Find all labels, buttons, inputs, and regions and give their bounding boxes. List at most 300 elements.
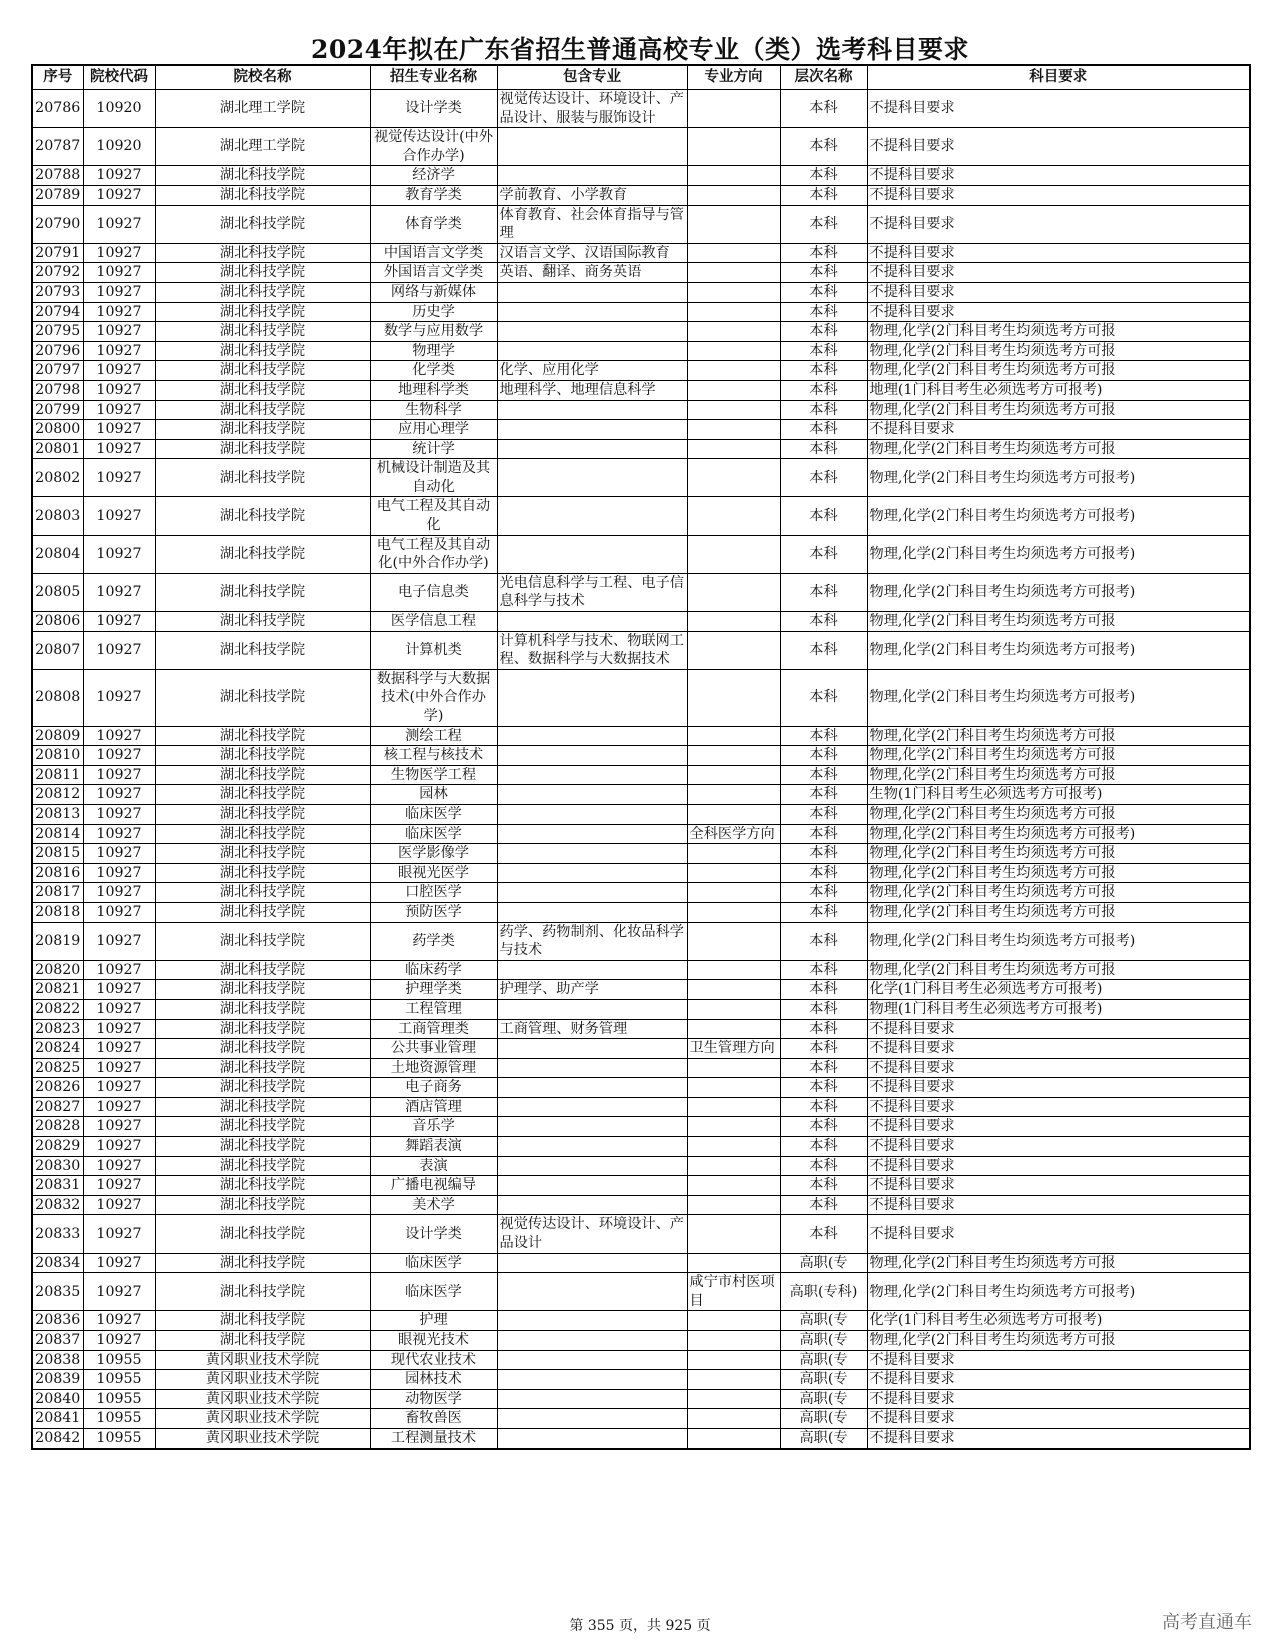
table-row	[32, 573, 1250, 611]
cell-seq: 20795	[32, 322, 83, 342]
cell-direction	[687, 166, 780, 186]
cell-seq: 20835	[32, 1273, 83, 1311]
cell-level: 本科	[780, 128, 867, 166]
table-row	[32, 185, 1250, 205]
cell-seq: 20811	[32, 765, 83, 785]
cell-school-code: 10920	[83, 128, 155, 166]
cell-major-name: 生物医学工程	[370, 765, 497, 785]
cell-school-code: 10920	[83, 90, 155, 128]
cell-seq: 20790	[32, 205, 83, 243]
cell-school-name: 湖北科技学院	[155, 263, 370, 283]
cell-level: 高职(专	[780, 1389, 867, 1409]
cell-school-name: 湖北科技学院	[155, 999, 370, 1019]
cell-school-code: 10927	[83, 765, 155, 785]
cell-level: 本科	[780, 1215, 867, 1253]
cell-school-name: 湖北科技学院	[155, 746, 370, 766]
cell-level: 本科	[780, 400, 867, 420]
cell-school-code: 10927	[83, 497, 155, 535]
cell-seq: 20827	[32, 1097, 83, 1117]
cell-direction	[687, 1019, 780, 1039]
cell-included-majors	[497, 1078, 687, 1098]
table-row	[32, 1370, 1250, 1390]
cell-school-name: 湖北科技学院	[155, 669, 370, 726]
cell-school-code: 10927	[83, 439, 155, 459]
cell-school-name: 黄冈职业技术学院	[155, 1428, 370, 1448]
cell-level: 高职(专	[780, 1253, 867, 1273]
cell-direction	[687, 497, 780, 535]
cell-direction	[687, 282, 780, 302]
cell-school-name: 湖北理工学院	[155, 128, 370, 166]
cell-subject-req: 不提科目要求	[867, 185, 1250, 205]
brand-watermark: 高考直通车	[1162, 1612, 1252, 1632]
cell-major-name: 视觉传达设计(中外合作办学)	[370, 128, 497, 166]
cell-subject-req: 物理,化学(2门科目考生均须选考方可报考)	[867, 669, 1250, 726]
cell-direction	[687, 1156, 780, 1176]
cell-subject-req: 不提科目要求	[867, 1058, 1250, 1078]
cell-direction	[687, 844, 780, 864]
cell-subject-req: 不提科目要求	[867, 1370, 1250, 1390]
cell-major-name: 音乐学	[370, 1117, 497, 1137]
cell-school-name: 湖北科技学院	[155, 1195, 370, 1215]
table-row	[32, 1428, 1250, 1448]
cell-subject-req: 不提科目要求	[867, 1215, 1250, 1253]
cell-school-code: 10927	[83, 341, 155, 361]
table-row	[32, 1389, 1250, 1409]
cell-level: 本科	[780, 631, 867, 669]
cell-level: 本科	[780, 322, 867, 342]
cell-included-majors	[497, 497, 687, 535]
cell-school-code: 10927	[83, 322, 155, 342]
table-row	[32, 765, 1250, 785]
cell-school-name: 湖北科技学院	[155, 243, 370, 263]
cell-subject-req: 物理,化学(2门科目考生均须选考方可报	[867, 883, 1250, 903]
cell-school-name: 湖北科技学院	[155, 420, 370, 440]
cell-school-code: 10927	[83, 185, 155, 205]
cell-included-majors: 英语、翻译、商务英语	[497, 263, 687, 283]
cell-seq: 20796	[32, 341, 83, 361]
cell-subject-req: 物理,化学(2门科目考生均须选考方可报	[867, 863, 1250, 883]
cell-level: 高职(专	[780, 1311, 867, 1331]
cell-included-majors	[497, 1253, 687, 1273]
cell-school-name: 湖北科技学院	[155, 166, 370, 186]
cell-major-name: 广播电视编导	[370, 1176, 497, 1196]
cell-major-name: 应用心理学	[370, 420, 497, 440]
cell-school-name: 湖北科技学院	[155, 535, 370, 573]
cell-school-code: 10927	[83, 459, 155, 497]
cell-included-majors	[497, 1311, 687, 1331]
cell-direction	[687, 669, 780, 726]
cell-school-code: 10955	[83, 1389, 155, 1409]
cell-included-majors	[497, 746, 687, 766]
table-row	[32, 1039, 1250, 1059]
cell-subject-req: 不提科目要求	[867, 1019, 1250, 1039]
cell-subject-req: 不提科目要求	[867, 1195, 1250, 1215]
table-row	[32, 612, 1250, 632]
cell-included-majors	[497, 844, 687, 864]
cell-school-name: 湖北科技学院	[155, 804, 370, 824]
table-row	[32, 1078, 1250, 1098]
cell-school-code: 10927	[83, 844, 155, 864]
cell-school-name: 湖北科技学院	[155, 1078, 370, 1098]
cell-direction	[687, 612, 780, 632]
cell-school-name: 湖北科技学院	[155, 922, 370, 960]
cell-seq: 20842	[32, 1428, 83, 1448]
cell-school-name: 湖北科技学院	[155, 1019, 370, 1039]
cell-school-name: 湖北科技学院	[155, 497, 370, 535]
cell-included-majors	[497, 1039, 687, 1059]
cell-included-majors: 视觉传达设计、环境设计、产品设计、服装与服饰设计	[497, 90, 687, 128]
cell-level: 本科	[780, 960, 867, 980]
cell-direction	[687, 420, 780, 440]
cell-school-code: 10927	[83, 1331, 155, 1351]
table-row	[32, 90, 1250, 128]
table-row	[32, 1176, 1250, 1196]
cell-major-name: 工程测量技术	[370, 1428, 497, 1448]
cell-school-code: 10927	[83, 1039, 155, 1059]
cell-subject-req: 不提科目要求	[867, 302, 1250, 322]
cell-level: 本科	[780, 1176, 867, 1196]
table-row	[32, 535, 1250, 573]
cell-seq: 20797	[32, 361, 83, 381]
cell-school-name: 黄冈职业技术学院	[155, 1409, 370, 1429]
cell-school-name: 湖北科技学院	[155, 612, 370, 632]
cell-school-code: 10927	[83, 1137, 155, 1157]
cell-level: 本科	[780, 573, 867, 611]
col-header-school-name: 院校名称	[155, 65, 370, 90]
cell-level: 本科	[780, 999, 867, 1019]
cell-level: 本科	[780, 1058, 867, 1078]
cell-level: 本科	[780, 282, 867, 302]
cell-included-majors	[497, 804, 687, 824]
cell-level: 本科	[780, 1117, 867, 1137]
cell-level: 本科	[780, 1137, 867, 1157]
cell-subject-req: 不提科目要求	[867, 1039, 1250, 1059]
cell-school-name: 湖北科技学院	[155, 380, 370, 400]
cell-seq: 20825	[32, 1058, 83, 1078]
cell-seq: 20834	[32, 1253, 83, 1273]
cell-school-code: 10927	[83, 535, 155, 573]
cell-seq: 20824	[32, 1039, 83, 1059]
cell-direction	[687, 185, 780, 205]
cell-direction	[687, 263, 780, 283]
cell-subject-req: 物理,化学(2门科目考生均须选考方可报考)	[867, 824, 1250, 844]
table-row	[32, 302, 1250, 322]
cell-direction	[687, 1058, 780, 1078]
table-row	[32, 166, 1250, 186]
cell-direction	[687, 243, 780, 263]
cell-seq: 20828	[32, 1117, 83, 1137]
cell-school-name: 湖北科技学院	[155, 205, 370, 243]
cell-seq: 20813	[32, 804, 83, 824]
cell-seq: 20832	[32, 1195, 83, 1215]
cell-school-name: 湖北科技学院	[155, 341, 370, 361]
cell-subject-req: 物理,化学(2门科目考生均须选考方可报	[867, 400, 1250, 420]
cell-level: 本科	[780, 361, 867, 381]
cell-level: 本科	[780, 263, 867, 283]
cell-subject-req: 不提科目要求	[867, 1137, 1250, 1157]
cell-school-name: 湖北科技学院	[155, 1253, 370, 1273]
cell-major-name: 畜牧兽医	[370, 1409, 497, 1429]
cell-level: 高职(专	[780, 1409, 867, 1429]
table-row	[32, 361, 1250, 381]
cell-major-name: 临床医学	[370, 1253, 497, 1273]
cell-direction	[687, 922, 780, 960]
cell-level: 本科	[780, 185, 867, 205]
cell-school-name: 湖北科技学院	[155, 1039, 370, 1059]
cell-major-name: 设计学类	[370, 1215, 497, 1253]
cell-major-name: 计算机类	[370, 631, 497, 669]
cell-seq: 20812	[32, 785, 83, 805]
cell-seq: 20822	[32, 999, 83, 1019]
cell-seq: 20798	[32, 380, 83, 400]
cell-subject-req: 不提科目要求	[867, 1389, 1250, 1409]
cell-included-majors: 护理学、助产学	[497, 980, 687, 1000]
cell-school-name: 湖北科技学院	[155, 302, 370, 322]
cell-school-name: 湖北科技学院	[155, 1117, 370, 1137]
cell-subject-req: 物理,化学(2门科目考生均须选考方可报	[867, 746, 1250, 766]
cell-subject-req: 物理,化学(2门科目考生均须选考方可报	[867, 322, 1250, 342]
cell-school-code: 10955	[83, 1428, 155, 1448]
cell-major-name: 临床医学	[370, 1273, 497, 1311]
cell-seq: 20787	[32, 128, 83, 166]
cell-seq: 20793	[32, 282, 83, 302]
cell-school-name: 湖北科技学院	[155, 1215, 370, 1253]
cell-school-name: 黄冈职业技术学院	[155, 1389, 370, 1409]
cell-level: 本科	[780, 804, 867, 824]
cell-direction	[687, 380, 780, 400]
cell-major-name: 生物科学	[370, 400, 497, 420]
cell-level: 本科	[780, 669, 867, 726]
table-row	[32, 205, 1250, 243]
cell-included-majors	[497, 1176, 687, 1196]
cell-school-name: 湖北科技学院	[155, 980, 370, 1000]
cell-subject-req: 不提科目要求	[867, 1097, 1250, 1117]
cell-direction	[687, 128, 780, 166]
cell-level: 本科	[780, 90, 867, 128]
cell-included-majors	[497, 785, 687, 805]
table-row	[32, 1311, 1250, 1331]
cell-school-code: 10927	[83, 166, 155, 186]
cell-subject-req: 物理,化学(2门科目考生均须选考方可报	[867, 612, 1250, 632]
cell-school-code: 10927	[83, 361, 155, 381]
cell-school-code: 10927	[83, 205, 155, 243]
cell-level: 本科	[780, 166, 867, 186]
cell-level: 本科	[780, 497, 867, 535]
cell-included-majors: 工商管理、财务管理	[497, 1019, 687, 1039]
cell-included-majors: 地理科学、地理信息科学	[497, 380, 687, 400]
cell-major-name: 医学信息工程	[370, 612, 497, 632]
cell-direction	[687, 1409, 780, 1429]
cell-major-name: 公共事业管理	[370, 1039, 497, 1059]
table-row	[32, 631, 1250, 669]
cell-included-majors	[497, 1409, 687, 1429]
cell-direction	[687, 1097, 780, 1117]
cell-school-name: 湖北科技学院	[155, 631, 370, 669]
table-row	[32, 263, 1250, 283]
cell-school-code: 10927	[83, 243, 155, 263]
cell-level: 本科	[780, 1097, 867, 1117]
cell-subject-req: 不提科目要求	[867, 282, 1250, 302]
cell-level: 本科	[780, 535, 867, 573]
cell-included-majors	[497, 960, 687, 980]
table-body	[32, 90, 1250, 1449]
cell-subject-req: 物理,化学(2门科目考生均须选考方可报考)	[867, 922, 1250, 960]
cell-included-majors	[497, 902, 687, 922]
cell-included-majors	[497, 1389, 687, 1409]
cell-level: 本科	[780, 205, 867, 243]
cell-major-name: 临床医学	[370, 804, 497, 824]
cell-major-name: 统计学	[370, 439, 497, 459]
cell-school-name: 湖北科技学院	[155, 1176, 370, 1196]
table-row	[32, 883, 1250, 903]
cell-major-name: 临床医学	[370, 824, 497, 844]
cell-included-majors	[497, 999, 687, 1019]
table-row	[32, 669, 1250, 726]
cell-major-name: 工程管理	[370, 999, 497, 1019]
cell-subject-req: 不提科目要求	[867, 128, 1250, 166]
cell-school-name: 湖北科技学院	[155, 960, 370, 980]
cell-included-majors	[497, 669, 687, 726]
cell-school-code: 10927	[83, 282, 155, 302]
cell-school-code: 10927	[83, 612, 155, 632]
cell-subject-req: 物理,化学(2门科目考生均须选考方可报	[867, 804, 1250, 824]
table-row	[32, 1350, 1250, 1370]
cell-seq: 20789	[32, 185, 83, 205]
cell-subject-req: 物理,化学(2门科目考生均须选考方可报	[867, 361, 1250, 381]
cell-included-majors	[497, 322, 687, 342]
cell-seq: 20786	[32, 90, 83, 128]
cell-school-name: 湖北科技学院	[155, 185, 370, 205]
cell-school-code: 10927	[83, 999, 155, 1019]
table-row	[32, 243, 1250, 263]
cell-direction: 咸宁市村医项目	[687, 1273, 780, 1311]
cell-school-code: 10927	[83, 863, 155, 883]
cell-seq: 20841	[32, 1409, 83, 1429]
cell-subject-req: 物理,化学(2门科目考生均须选考方可报	[867, 1331, 1250, 1351]
table-row	[32, 341, 1250, 361]
cell-direction	[687, 960, 780, 980]
cell-school-code: 10927	[83, 746, 155, 766]
col-header-level: 层次名称	[780, 65, 867, 90]
cell-seq: 20805	[32, 573, 83, 611]
cell-subject-req: 不提科目要求	[867, 1117, 1250, 1137]
cell-direction	[687, 1428, 780, 1448]
cell-included-majors	[497, 459, 687, 497]
cell-level: 本科	[780, 765, 867, 785]
cell-school-code: 10927	[83, 669, 155, 726]
cell-major-name: 土地资源管理	[370, 1058, 497, 1078]
table-row	[32, 1273, 1250, 1311]
cell-direction	[687, 1331, 780, 1351]
cell-direction	[687, 1117, 780, 1137]
cell-school-code: 10927	[83, 1078, 155, 1098]
cell-level: 本科	[780, 902, 867, 922]
cell-included-majors	[497, 1273, 687, 1311]
cell-seq: 20792	[32, 263, 83, 283]
cell-school-code: 10927	[83, 1273, 155, 1311]
cell-seq: 20816	[32, 863, 83, 883]
cell-seq: 20821	[32, 980, 83, 1000]
cell-major-name: 核工程与核技术	[370, 746, 497, 766]
cell-major-name: 工商管理类	[370, 1019, 497, 1039]
cell-direction	[687, 746, 780, 766]
cell-major-name: 园林技术	[370, 1370, 497, 1390]
cell-school-name: 湖北科技学院	[155, 765, 370, 785]
cell-subject-req: 物理,化学(2门科目考生均须选考方可报考)	[867, 535, 1250, 573]
table-row	[32, 922, 1250, 960]
cell-level: 本科	[780, 980, 867, 1000]
cell-direction	[687, 1389, 780, 1409]
cell-subject-req: 地理(1门科目考生必须选考方可报考)	[867, 380, 1250, 400]
cell-included-majors: 视觉传达设计、环境设计、产品设计	[497, 1215, 687, 1253]
cell-direction	[687, 863, 780, 883]
cell-major-name: 预防医学	[370, 902, 497, 922]
cell-seq: 20794	[32, 302, 83, 322]
cell-level: 本科	[780, 1039, 867, 1059]
cell-school-name: 湖北科技学院	[155, 573, 370, 611]
cell-included-majors: 光电信息科学与工程、电子信息科学与技术	[497, 573, 687, 611]
cell-major-name: 历史学	[370, 302, 497, 322]
cell-direction	[687, 883, 780, 903]
cell-major-name: 表演	[370, 1156, 497, 1176]
cell-direction	[687, 341, 780, 361]
table-row	[32, 128, 1250, 166]
cell-subject-req: 化学(1门科目考生必须选考方可报考)	[867, 1311, 1250, 1331]
col-header-subject-req: 科目要求	[867, 65, 1250, 90]
cell-subject-req: 物理,化学(2门科目考生均须选考方可报	[867, 844, 1250, 864]
cell-school-code: 10927	[83, 1156, 155, 1176]
cell-school-name: 湖北科技学院	[155, 883, 370, 903]
cell-direction	[687, 980, 780, 1000]
table-row	[32, 1409, 1250, 1429]
cell-included-majors	[497, 1137, 687, 1157]
cell-subject-req: 不提科目要求	[867, 166, 1250, 186]
cell-direction	[687, 1215, 780, 1253]
cell-seq: 20833	[32, 1215, 83, 1253]
cell-school-name: 湖北科技学院	[155, 1058, 370, 1078]
cell-major-name: 电气工程及其自动化	[370, 497, 497, 535]
cell-school-code: 10927	[83, 980, 155, 1000]
table-row	[32, 999, 1250, 1019]
cell-subject-req: 物理,化学(2门科目考生均须选考方可报	[867, 726, 1250, 746]
cell-school-name: 湖北科技学院	[155, 1097, 370, 1117]
table-header-row	[32, 65, 1250, 90]
cell-included-majors	[497, 282, 687, 302]
requirements-table-container	[31, 64, 1249, 1450]
cell-included-majors: 计算机科学与技术、物联网工程、数据科学与大数据技术	[497, 631, 687, 669]
cell-school-code: 10927	[83, 1253, 155, 1273]
cell-seq: 20836	[32, 1311, 83, 1331]
cell-major-name: 舞蹈表演	[370, 1137, 497, 1157]
col-header-included-majors: 包含专业	[497, 65, 687, 90]
cell-subject-req: 不提科目要求	[867, 1409, 1250, 1429]
cell-level: 本科	[780, 922, 867, 960]
cell-included-majors	[497, 1156, 687, 1176]
cell-level: 本科	[780, 1078, 867, 1098]
cell-major-name: 护理学类	[370, 980, 497, 1000]
cell-subject-req: 物理,化学(2门科目考生均须选考方可报考)	[867, 459, 1250, 497]
cell-included-majors	[497, 1428, 687, 1448]
table-row	[32, 1195, 1250, 1215]
cell-major-name: 体育学类	[370, 205, 497, 243]
cell-major-name: 数据科学与大数据技术(中外合作办学)	[370, 669, 497, 726]
cell-school-code: 10927	[83, 263, 155, 283]
cell-subject-req: 化学(1门科目考生必须选考方可报考)	[867, 980, 1250, 1000]
cell-level: 本科	[780, 612, 867, 632]
cell-seq: 20791	[32, 243, 83, 263]
cell-subject-req: 物理,化学(2门科目考生均须选考方可报	[867, 341, 1250, 361]
cell-subject-req: 不提科目要求	[867, 1350, 1250, 1370]
